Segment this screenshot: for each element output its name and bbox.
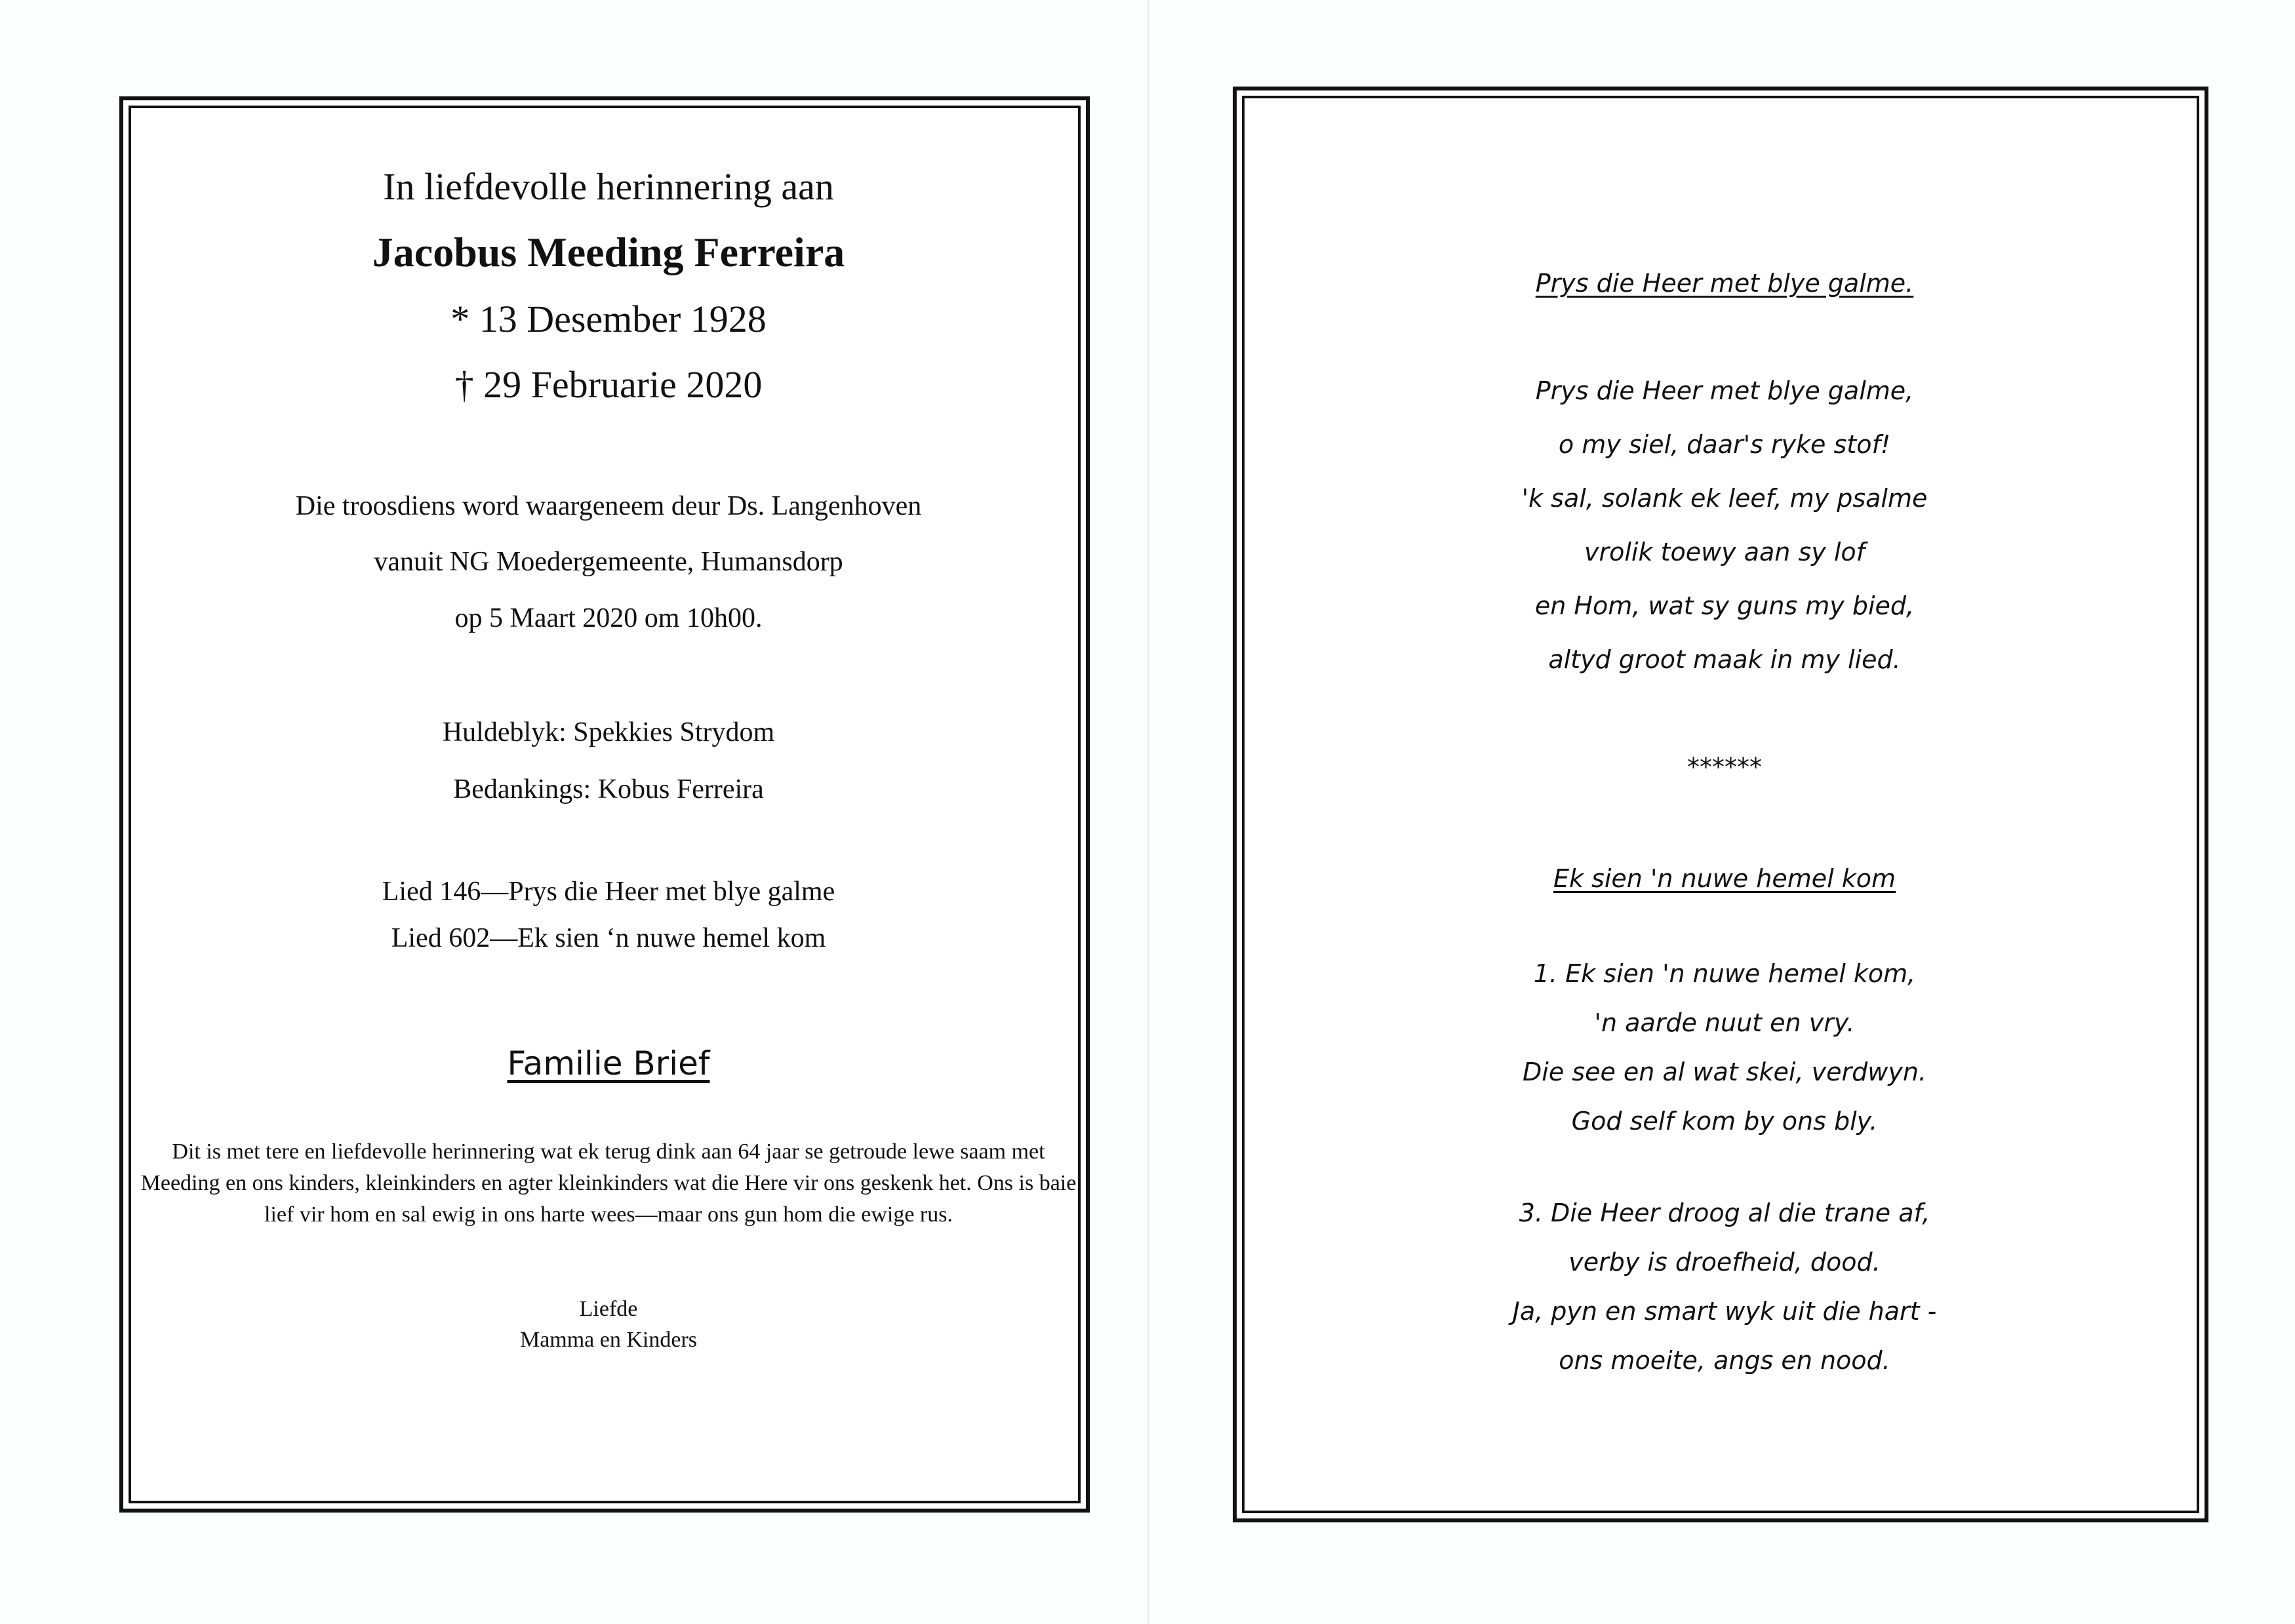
verse3-line-3: Ja, pyn en smart wyk uit die hart - [1512,1297,1937,1326]
left-page-frame [119,96,1090,1513]
right-page-frame [1233,87,2208,1522]
service-line-3: op 5 Maart 2020 om 10h00. [454,603,763,633]
deceased-name: Jacobus Meeding Ferreira [372,229,845,275]
birth-date: * 13 Desember 1928 [450,298,767,340]
verse3-line-4: ons moeite, angs en nood. [1559,1346,1890,1375]
verse1-line-4: God self kom by ons bly. [1571,1107,1878,1136]
service-line-1: Die troosdiens word waargeneem deur Ds. Langenhoven [295,491,922,521]
hymn1-line-2: o my siel, daar's ryke stof! [1558,430,1891,459]
hymn2-title: Ek sien 'n nuwe hemel kom [1553,864,1896,893]
verse1-line-2: 'n aarde nuut en vry. [1594,1008,1855,1037]
thanks-line: Bedankings: Kobus Ferreira [453,774,764,804]
service-line-2: vanuit NG Moedergemeente, Humansdorp [374,547,843,577]
song-line-2: Lied 602—Ek sien ‘n nuwe hemel kom [391,923,826,953]
tribute-line: Huldeblyk: Spekkies Strydom [442,717,775,747]
signoff-family: Mamma en Kinders [519,1328,698,1352]
signoff-love: Liefde [579,1297,638,1321]
verse3-line-1: 3. Die Heer droog al die trane af, [1519,1198,1930,1227]
song-line-1: Lied 146—Prys die Heer met blye galme [382,877,835,907]
death-date: † 29 Februarie 2020 [454,363,763,406]
hymn1-line-5: en Hom, wat sy guns my bied, [1534,591,1915,620]
family-letter-title: Familie Brief [507,1044,710,1082]
page-fold [1148,0,1149,1624]
verse1-line-1: 1. Ek sien 'n nuwe hemel kom, [1533,959,1916,988]
hymn1-title: Prys die Heer met blye galme. [1535,269,1914,298]
separator-stars: ****** [1687,753,1762,782]
family-letter-body: Dit is met tere en liefdevolle herinnering wat ek terug dink aan 64 jaar se getroude lewe saam met Meeding en ons kinders, kleinkinders en agter kleinkinders wat die Here vir ons geskenk het. Ons is baie lief vir hom en sal ewig in ons harte wees—maar ons gun hom die ewige rus. [140,1139,1077,1227]
memorial-heading: In liefdevolle herinnering aan [383,165,834,208]
verse3-line-2: verby is droefheid, dood. [1568,1248,1881,1277]
hymn1-line-4: vrolik toewy aan sy lof [1584,538,1866,566]
verse1-line-3: Die see en al wat skei, verdwyn. [1523,1058,1926,1086]
hymn1-line-3: 'k sal, solank ek leef, my psalme [1521,484,1928,513]
hymn1-line-6: altyd groot maak in my lied. [1548,645,1901,674]
hymn1-line-1: Prys die Heer met blye galme, [1535,376,1914,405]
